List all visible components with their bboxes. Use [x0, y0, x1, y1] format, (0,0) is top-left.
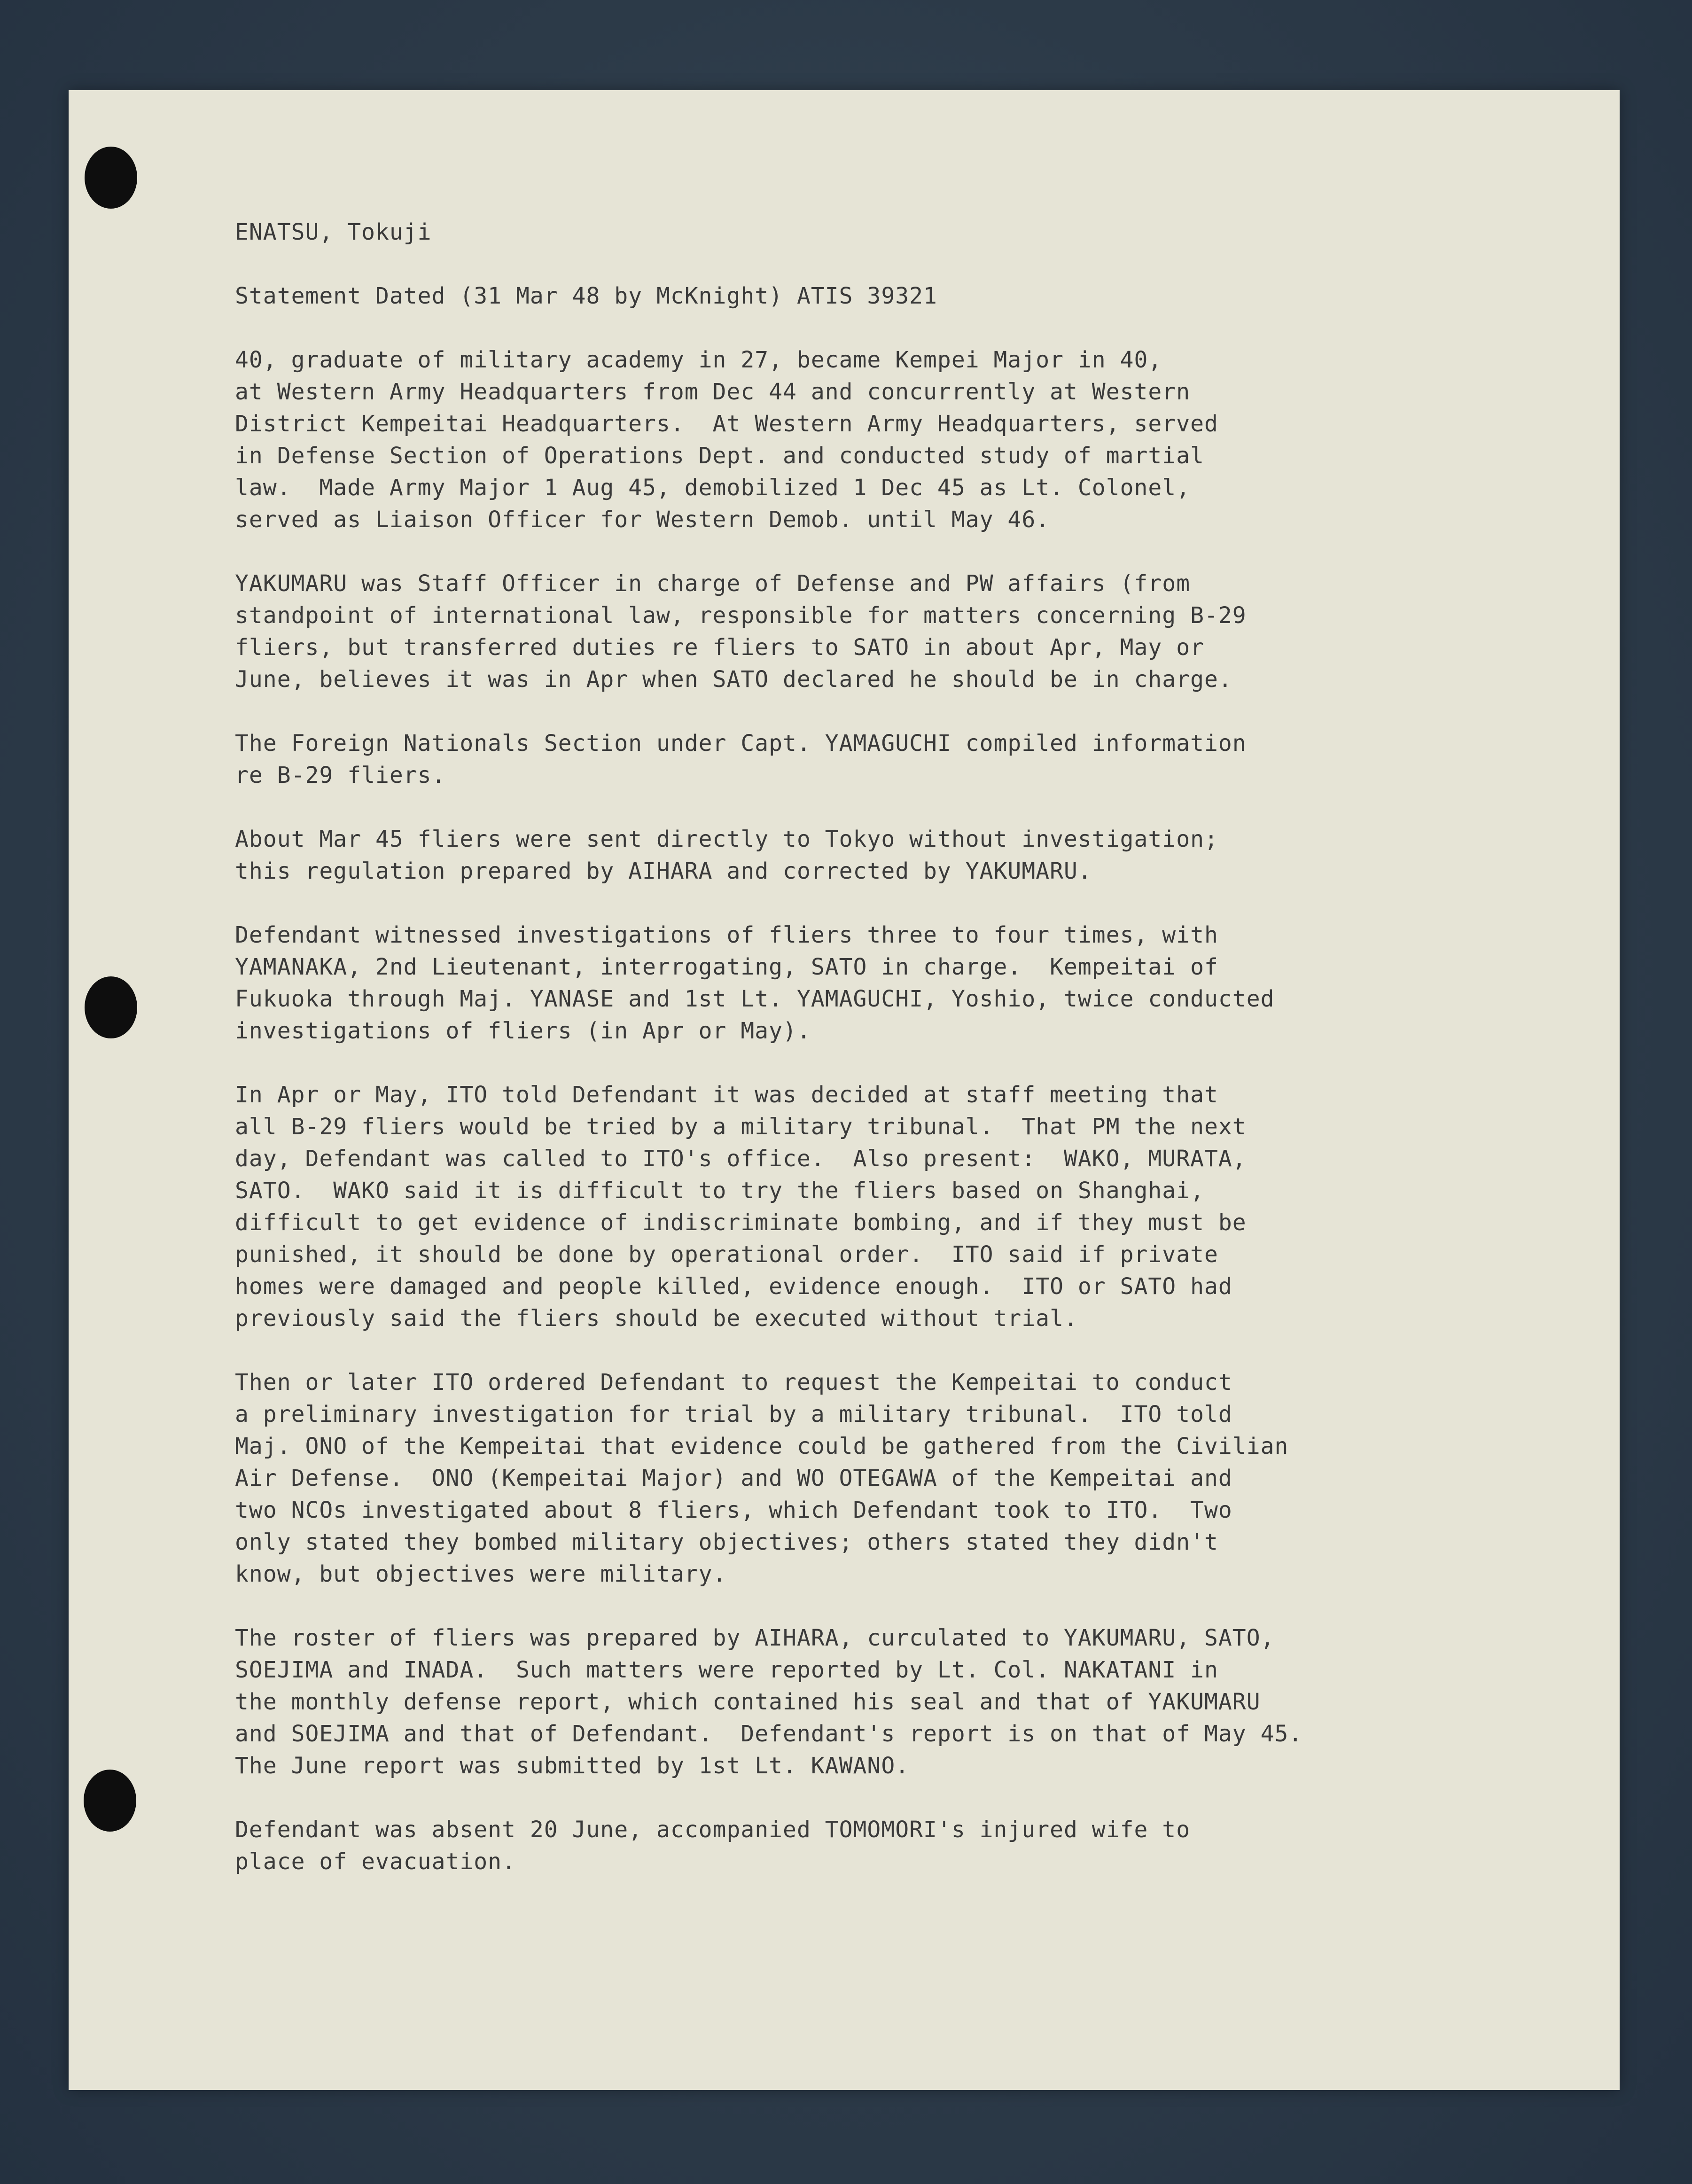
punch-hole-top	[85, 147, 137, 209]
paragraph-staff-meeting: In Apr or May, ITO told Defendant it was decided at staff meeting that all B-29 fliers would be tried by a military tribunal. That PM the next day, Defendant was called to ITO's office. Also present: WAKO, MURATA, SATO. WAKO said it is difficult to try the fliers based on Shanghai, difficult to get evidence of indiscriminate bombing, and if they must be punished, it should be done by operational order. ITO said if private homes were damaged and people killed, evidence enough. ITO or SATO had previously said the fliers should be executed without trial.	[235, 1082, 1247, 1332]
punch-hole-middle	[85, 976, 137, 1038]
typed-statement	[235, 216, 1551, 1910]
paragraph-tokyo-transfer: About Mar 45 fliers were sent directly to Tokyo without investigation; this regulation prepared by AIHARA and corrected by YAKUMARU.	[235, 826, 1218, 884]
paragraph-yakumaru: YAKUMARU was Staff Officer in charge of Defense and PW affairs (from standpoint of international law, responsible for matters concerning B-29 fliers, but transferred duties re fliers to SATO in about Apr, May or June, believes it was in Apr when SATO declared he should be in charge.	[235, 570, 1247, 693]
statement-reference: Statement Dated (31 Mar 48 by McKnight) ATIS 39321	[235, 283, 937, 309]
paragraph-preliminary-investigation: Then or later ITO ordered Defendant to request the Kempeitai to conduct a preliminary investigation for trial by a military tribunal. ITO told Maj. ONO of the Kempeitai that evidence could be gathered from the Civilian Air Defense. ONO (Kempeitai Major) and WO OTEGAWA of the Kempeitai and two NCOs investigated about 8 fliers, which Defendant took to ITO. Two only stated they bombed military objectives; others stated they didn't know, but objectives were military.	[235, 1369, 1289, 1587]
paragraph-foreign-nationals: The Foreign Nationals Section under Capt. YAMAGUCHI compiled information re B-29 fliers.	[235, 730, 1247, 788]
paragraph-investigations: Defendant witnessed investigations of fliers three to four times, with YAMANAKA, 2nd Lieutenant, interrogating, SATO in charge. Kempeitai of Fukuoka through Maj. YANASE and 1st Lt. YAMAGUCHI, Yoshio, twice conducted investigations of fliers (in Apr or May).	[235, 922, 1275, 1044]
paragraph-absence: Defendant was absent 20 June, accompanied TOMOMORI's injured wife to place of evacuation.	[235, 1817, 1191, 1875]
punch-hole-bottom	[84, 1770, 136, 1832]
subject-name: ENATSU, Tokuji	[235, 219, 432, 245]
paragraph-roster: The roster of fliers was prepared by AIHARA, curculated to YAKUMARU, SATO, SOEJIMA and INADA. Such matters were reported by Lt. Col. NAKATANI in the monthly defense report, which contained his seal and that of YAKUMARU and SOEJIMA and that of Defendant. Defendant's report is on that of May 45. The June report was submitted by 1st Lt. KAWANO.	[235, 1625, 1303, 1779]
paragraph-background: 40, graduate of military academy in 27, became Kempei Major in 40, at Western Army Headquarters from Dec 44 and concurrently at Western District Kempeitai Headquarters. At Western Army Headquarters, served in Defense Section of Operations Dept. and conducted study of martial law. Made Army Major 1 Aug 45, demobilized 1 Dec 45 as Lt. Colonel, served as Liaison Officer for Western Demob. until May 46.	[235, 347, 1218, 533]
